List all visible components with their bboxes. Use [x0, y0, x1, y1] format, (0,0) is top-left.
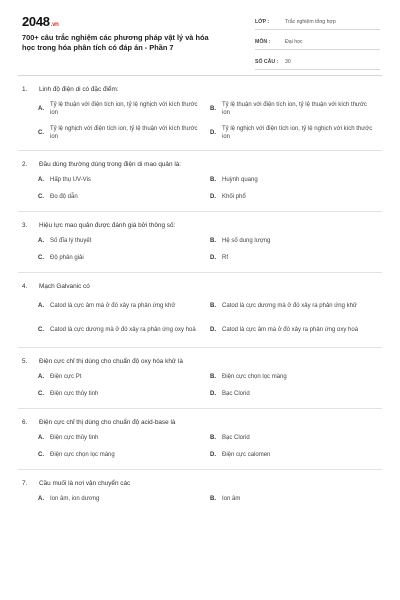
option-text: Rf	[222, 255, 228, 262]
option-letter: A.	[38, 496, 44, 503]
answer-option[interactable]	[38, 370, 210, 385]
option-text: Điện cực Pt	[50, 374, 82, 381]
answer-option[interactable]	[210, 122, 382, 144]
meta-value: Đại học	[285, 38, 303, 45]
answer-option[interactable]	[38, 173, 210, 188]
meta-label: SỐ CÂU :	[255, 58, 279, 65]
question-title	[22, 477, 400, 490]
question-text: Cầu muối là nơi vận chuyển các	[39, 480, 131, 487]
answer-options	[38, 429, 400, 463]
option-text: Khối phổ	[222, 194, 246, 201]
option-letter: A.	[38, 105, 44, 112]
answer-option[interactable]	[210, 190, 382, 205]
option-text: Điện cực chọn lọc màng	[222, 374, 287, 381]
question-text: Điện cực chỉ thị dùng cho chuẩn độ acid-base là	[39, 419, 176, 426]
question-title	[22, 158, 400, 171]
answer-options	[38, 368, 400, 402]
answer-option[interactable]	[38, 122, 210, 144]
meta-row-class	[255, 14, 380, 30]
question-number: 7.	[22, 480, 28, 487]
question-title	[22, 83, 400, 96]
header-divider	[18, 75, 382, 76]
option-letter: B.	[210, 435, 216, 442]
option-letter: A.	[38, 177, 44, 184]
option-text: Bạc Clorid	[222, 391, 250, 398]
question-text: Hiệu lực mao quản được đánh giá bởi thông số:	[39, 222, 176, 229]
option-letter: A.	[38, 302, 44, 309]
option-text: Catod là cực âm mà ở đó xảy ra phản ứng khử	[50, 302, 176, 309]
question-item	[0, 216, 400, 272]
answer-option[interactable]	[210, 387, 382, 402]
question-item	[0, 80, 400, 150]
option-letter: A.	[38, 374, 44, 381]
option-letter: C.	[38, 129, 44, 136]
question-text: Linh độ điện di có đặc điểm:	[39, 86, 119, 93]
option-text: Tỷ lệ thuận với điện tích ion, tỷ lệ nghịch với kích thước ion	[50, 101, 198, 116]
option-letter: D.	[210, 326, 216, 333]
question-number: 5.	[22, 358, 28, 365]
option-text: Bạc Clorid	[222, 435, 250, 442]
question-text: Đầu dùng thường dùng trong điện di mao quản là:	[39, 161, 182, 168]
option-letter: D.	[210, 255, 216, 262]
answer-option[interactable]	[38, 98, 210, 120]
option-text: Tỷ lệ thuận với điện tích ion, tỷ lệ thuận với kích thước ion	[222, 101, 367, 116]
question-item	[0, 155, 400, 211]
option-text: Ion âm, ion dương	[50, 496, 100, 503]
question-divider	[18, 272, 382, 273]
meta-value: Trắc nghiệm tổng hợp	[285, 18, 336, 25]
option-text: Số đĩa lý thuyết	[50, 238, 92, 245]
option-text: Điện cực chọn lọc màng	[50, 452, 115, 459]
option-letter: A.	[38, 435, 44, 442]
option-text: Catod là cực dương mà ở đó xảy ra phản ứng khử	[222, 302, 358, 309]
question-number: 1.	[22, 86, 28, 93]
answer-option[interactable]	[38, 448, 210, 463]
option-text: Catod là cực âm mà ở đó xảy ra phản ứng oxy hoá	[222, 326, 359, 333]
option-letter: D.	[210, 452, 216, 459]
question-title	[22, 355, 400, 368]
question-divider	[18, 408, 382, 409]
question-text: Mạch Galvanic có	[39, 283, 90, 290]
site-logo[interactable]	[22, 14, 59, 29]
answer-option[interactable]	[210, 173, 382, 188]
option-letter: B.	[210, 105, 216, 112]
answer-option[interactable]	[210, 295, 382, 317]
option-text: Đo độ dẫn	[50, 194, 78, 201]
quiz-title: 700+ câu trắc nghiệm các phương pháp vật lý và hóa học trong hóa phân tích có đáp án - Phần 7	[22, 33, 209, 52]
answer-options	[38, 490, 400, 507]
option-text: Catod là cực dương mà ở đó xảy ra phản ứng oxy hoá	[50, 326, 196, 333]
meta-label: MÔN :	[255, 38, 271, 45]
question-item	[0, 352, 400, 408]
option-letter: D.	[210, 129, 216, 136]
option-letter: B.	[210, 302, 216, 309]
question-number: 3.	[22, 222, 28, 229]
option-text: Độ phân giải	[50, 255, 84, 262]
answer-option[interactable]	[38, 431, 210, 446]
option-letter: C.	[38, 391, 44, 398]
question-title	[22, 416, 400, 429]
question-title	[22, 280, 400, 293]
option-letter: D.	[210, 194, 216, 201]
option-text: Điện cực calomen	[222, 452, 271, 459]
answer-option[interactable]	[38, 190, 210, 205]
option-letter: B.	[210, 374, 216, 381]
answer-option[interactable]	[38, 492, 210, 507]
question-item	[0, 474, 400, 513]
logo-text: 2048	[22, 14, 50, 29]
option-text: Hệ số dung lượng	[222, 238, 271, 245]
answer-option[interactable]	[210, 234, 382, 249]
option-letter: C.	[38, 452, 44, 459]
answer-options	[38, 232, 400, 266]
answer-options	[38, 171, 400, 205]
answer-option[interactable]	[210, 370, 382, 385]
question-divider	[18, 347, 382, 348]
question-divider	[18, 211, 382, 212]
option-text: Điện cực thủy tinh	[50, 435, 99, 442]
answer-option[interactable]	[210, 251, 382, 266]
answer-option[interactable]	[210, 448, 382, 463]
option-text: Huỳnh quang	[222, 177, 258, 184]
option-text: Ion âm	[222, 496, 241, 503]
question-item	[0, 277, 400, 347]
question-title	[22, 219, 400, 232]
question-list	[0, 80, 400, 513]
option-letter: B.	[210, 496, 216, 503]
meta-row-count	[255, 54, 380, 70]
answer-option[interactable]	[38, 251, 210, 266]
answer-option[interactable]	[210, 319, 382, 341]
question-item	[0, 413, 400, 469]
answer-options	[38, 96, 400, 144]
option-text: Điện cực thủy tinh	[50, 391, 99, 398]
meta-value: 30	[285, 58, 291, 65]
logo-suffix: .vn	[50, 22, 59, 28]
question-divider	[18, 469, 382, 470]
option-letter: D.	[210, 391, 216, 398]
question-number: 4.	[22, 283, 28, 290]
option-letter: B.	[210, 177, 216, 184]
option-text: Tỷ lệ nghịch với điện tích ion, tỷ lệ thuận với kích thước ion	[50, 125, 198, 140]
option-letter: C.	[38, 255, 44, 262]
answer-option[interactable]	[210, 98, 382, 120]
page-header	[0, 0, 400, 70]
question-text: Điện cực chỉ thị dùng cho chuẩn độ oxy hóa khử là	[39, 358, 183, 365]
answer-option[interactable]	[210, 431, 382, 446]
meta-label: LỚP :	[255, 18, 270, 25]
option-letter: B.	[210, 238, 216, 245]
option-letter: A.	[38, 238, 44, 245]
option-text: Tỷ lệ nghịch với điện tích ion, tỷ lệ nghịch với kích thước ion	[222, 125, 373, 140]
answer-option[interactable]	[210, 492, 382, 507]
question-divider	[18, 150, 382, 151]
answer-option[interactable]	[38, 319, 210, 341]
option-letter: C.	[38, 326, 44, 333]
option-text: Hấp thụ UV-Vis	[50, 177, 91, 184]
answer-option[interactable]	[38, 387, 210, 402]
answer-option[interactable]	[38, 234, 210, 249]
meta-row-subject	[255, 34, 380, 50]
quiz-meta	[255, 14, 380, 74]
answer-options	[38, 293, 400, 341]
answer-option[interactable]	[38, 295, 210, 317]
option-letter: C.	[38, 194, 44, 201]
question-number: 6.	[22, 419, 28, 426]
question-number: 2.	[22, 161, 28, 168]
